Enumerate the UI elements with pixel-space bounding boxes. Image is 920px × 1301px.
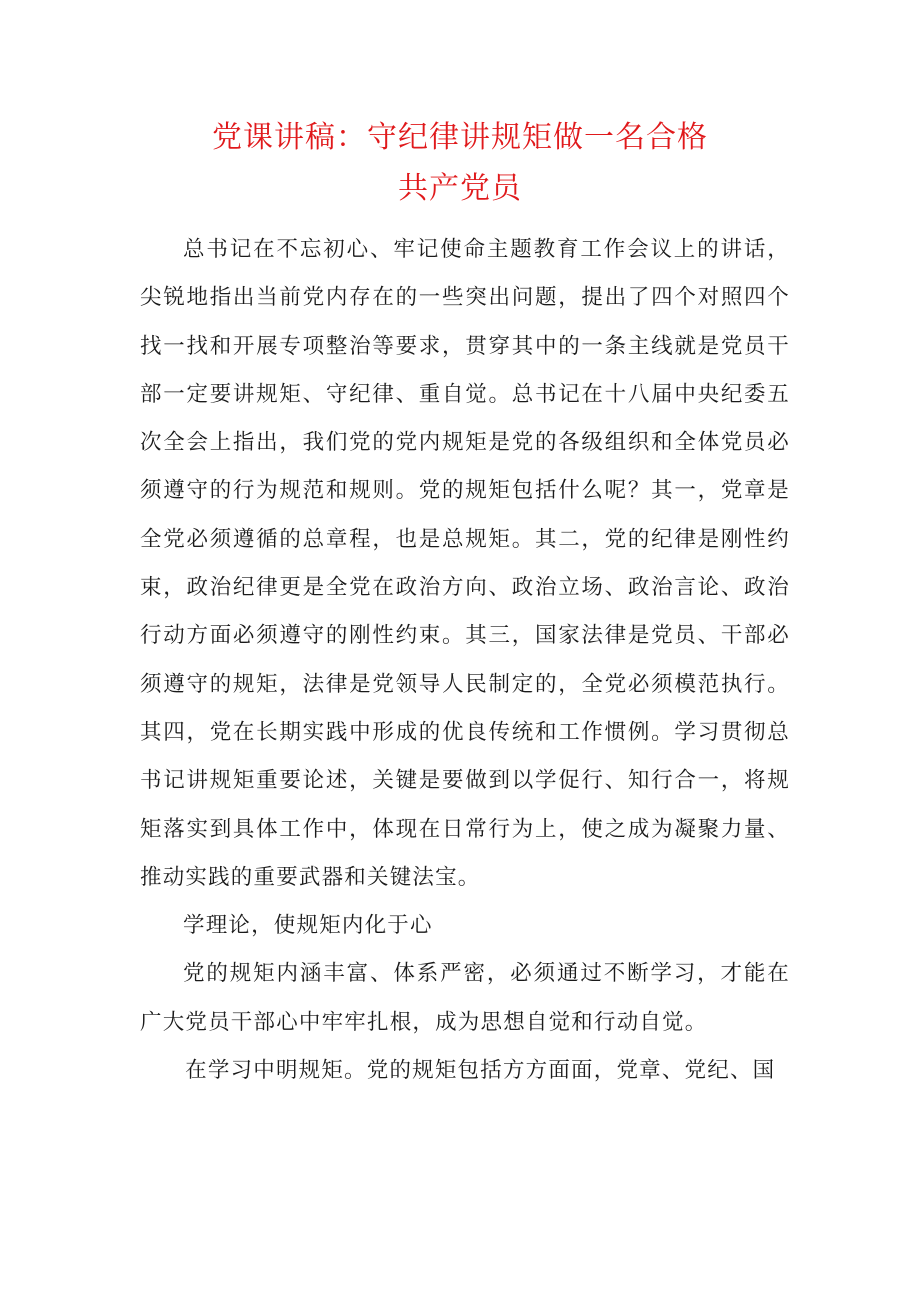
document-title-line-2: 共产党员 [398,171,522,206]
section-heading: 学理论，使规矩内化于心 [183,913,433,939]
document-title-line-1: 党课讲稿：守纪律讲规矩做一名合格 [212,120,708,155]
document-body [140,226,790,1095]
body-paragraph: 在学习中明规矩。党的规矩包括方方面面，党章、党纪、国 [185,1058,776,1084]
body-paragraph: 党的规矩内涵丰富、体系严密，必须通过不断学习，才能在广大党员干部心中牢牢扎根，成为思想自觉和行动自觉。 [140,961,790,1035]
body-paragraph: 总书记在不忘初心、牢记使命主题教育工作会议上的讲话，尖锐地指出当前党内存在的一些突出问题，提出了四个对照四个找一找和开展专项整治等要求，贯穿其中的一条主线就是党员干部一定要讲规矩、守纪律、重自觉。总书记在十八届中央纪委五次全会上指出，我们党的党内规矩是党的各级组织和全体党员必须遵守的行为规范和规则。党的规矩包括什么呢？其一，党章是全党必须遵循的总章程，也是总规矩。其二，党的纪律是刚性约束，政治纪律更是全党在政治方向、政治立场、政治言论、政治行动方面必须遵守的刚性约束。其三，国家法律是党员、干部必须遵守的规矩，法律是党领导人民制定的，全党必须模范执行。其四，党在长期实践中形成的优良传统和工作惯例。学习贯彻总书记讲规矩重要论述，关键是要做到以学促行、知行合一，将规矩落实到具体工作中，体现在日常行为上，使之成为凝聚力量、推动实践的重要武器和关键法宝。 [140,237,790,890]
